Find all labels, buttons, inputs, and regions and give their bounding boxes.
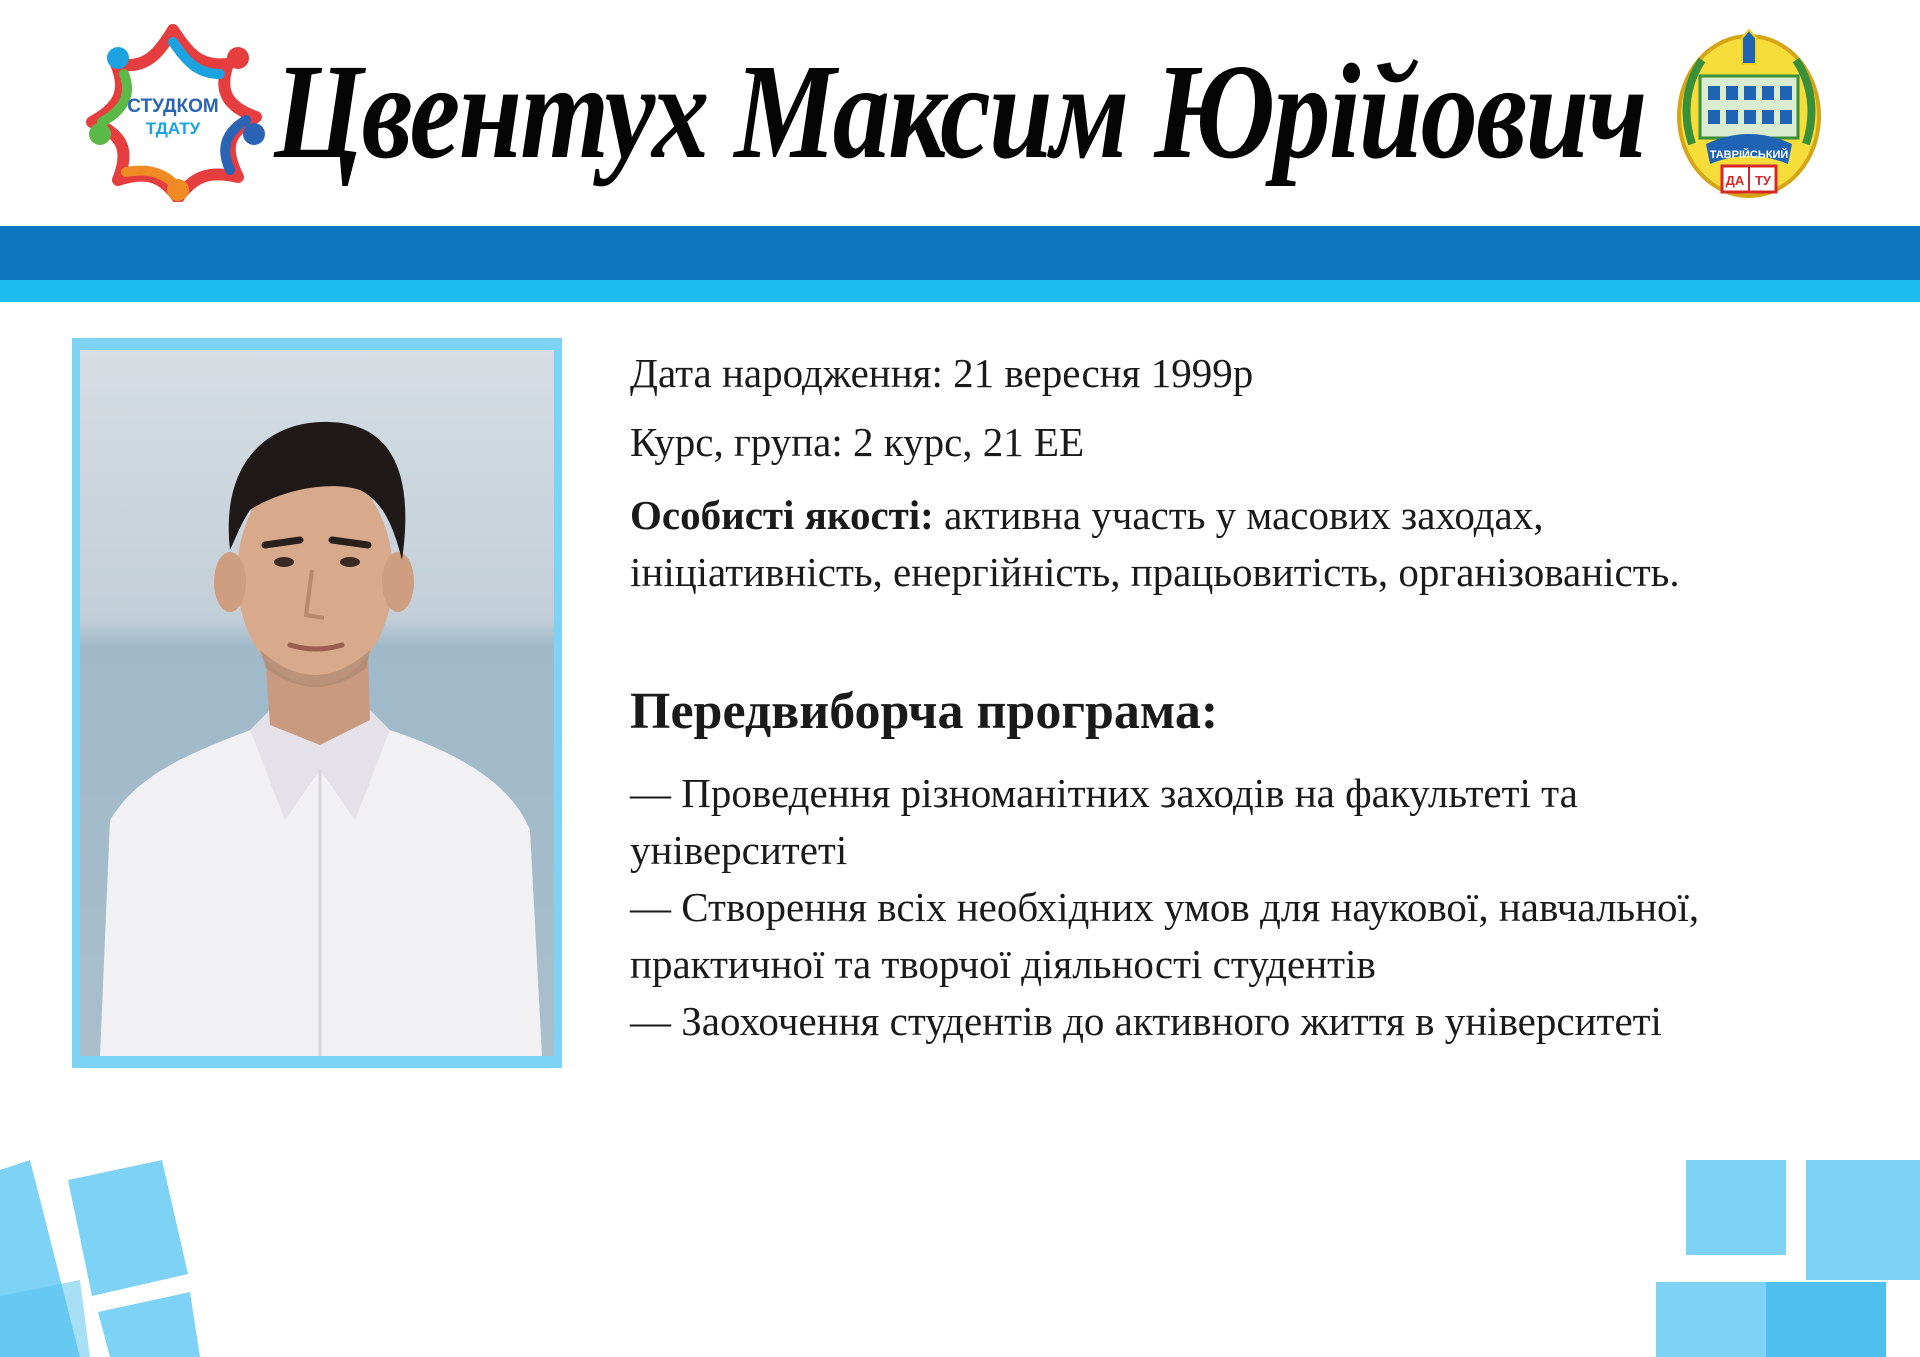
program-line: — Заохочення студентів до активного життя в університеті <box>630 998 1662 1044</box>
deco-square-6 <box>1806 1160 1920 1280</box>
logo-right-line3: ТУ <box>1754 173 1772 188</box>
header-band-light <box>0 280 1920 302</box>
deco-square-3 <box>98 1292 200 1357</box>
course-group: Курс, група: 2 курс, 21 ЕЕ <box>630 419 1085 465</box>
university-emblem-icon <box>1672 24 1826 204</box>
logo-right-line1: ТАВРІЙСЬКИЙ <box>1709 149 1789 161</box>
qualities-text: активна участь у масових заходах, <box>933 492 1544 538</box>
page-title: Цвентух Максим Юрійович <box>274 37 1646 187</box>
program-heading: Передвиборча програма: <box>630 683 1219 740</box>
deco-square-5 <box>1686 1160 1786 1255</box>
program-line: — Проведення різноманітних заходів на факультеті та <box>630 770 1578 816</box>
qualities-text-2: ініціативність, енергійність, працьовитість, організованість. <box>630 549 1680 595</box>
personal-qualities <box>630 487 1870 544</box>
program-list <box>630 765 1870 1050</box>
deco-square-8 <box>1766 1282 1886 1357</box>
birth-date: Дата народження: 21 вересня 1999р <box>630 350 1254 396</box>
deco-square-7 <box>1656 1282 1766 1357</box>
program-line: практичної та творчої діяльності студентів <box>630 941 1376 987</box>
program-line: — Створення всіх необхідних умов для наукової, навчальної, <box>630 884 1700 930</box>
header <box>0 0 1920 226</box>
logo-left-line1: СТУДКОМ <box>127 96 219 117</box>
deco-square-1 <box>0 1160 80 1357</box>
header-band-dark <box>0 226 1920 280</box>
qualities-label: Особисті якості: <box>630 492 934 538</box>
deco-square-4 <box>0 1280 90 1357</box>
info-block <box>630 345 1870 601</box>
program-line: університеті <box>630 827 848 873</box>
deco-square-2 <box>68 1160 188 1296</box>
studkom-logo-icon <box>78 22 268 202</box>
logo-left-line2: ТДАТУ <box>145 119 201 138</box>
student-portrait-icon <box>80 350 554 1056</box>
logo-right-line2: ДА <box>1725 173 1745 188</box>
